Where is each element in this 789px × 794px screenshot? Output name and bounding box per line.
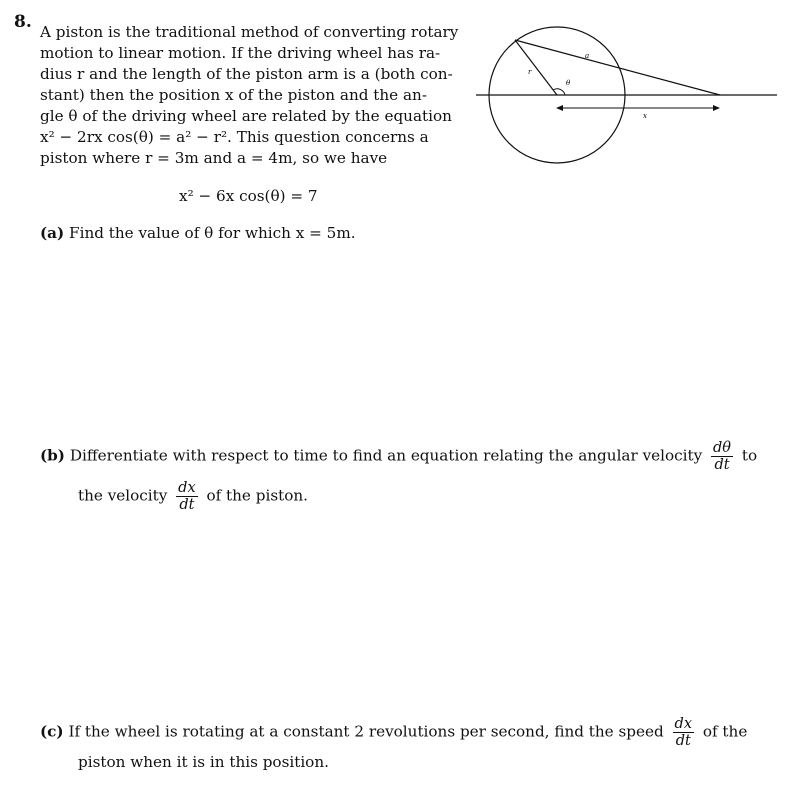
part-c-text: If the wheel is rotating at a constant 2 revolutions per second, find the speed xyxy=(68,722,664,741)
intro-line: A piston is the traditional method of converting rotary xyxy=(40,23,459,41)
part-a xyxy=(40,224,356,242)
radius-line xyxy=(515,40,557,95)
part-b-text: to xyxy=(741,446,758,465)
main-equation: x² − 6x cos(θ) = 7 xyxy=(179,187,318,205)
part-c-label: (c) xyxy=(40,722,64,741)
part-b-text: Differentiate with respect to time to find an equation relating the angular velocity xyxy=(69,446,703,465)
fraction-numerator: dx xyxy=(178,480,196,496)
label-theta: θ xyxy=(566,79,571,87)
angular-velocity-fraction xyxy=(711,440,733,473)
part-c-text: of the xyxy=(702,722,748,741)
part-a-text: Find the value of θ for which x = 5m. xyxy=(69,224,356,242)
intro-line: x² − 2rx cos(θ) = a² − r². This question concerns a xyxy=(40,128,429,146)
intro-line: motion to linear motion. If the driving wheel has ra- xyxy=(40,44,441,62)
intro-line: piston where r = 3m and a = 4m, so we have xyxy=(40,149,388,167)
part-c-text: piston when it is in this position. xyxy=(78,753,329,771)
intro-line: stant) then the position x of the piston and the an- xyxy=(40,86,427,104)
label-a: a xyxy=(585,52,590,60)
speed-fraction xyxy=(673,716,694,749)
arrow-head-left xyxy=(556,105,563,111)
part-b-label: (b) xyxy=(40,446,65,465)
fraction-numerator: dθ xyxy=(713,440,732,456)
velocity-fraction xyxy=(176,480,197,513)
part-b-line-1 xyxy=(40,440,757,473)
intro-line: gle θ of the driving wheel are related by the equation xyxy=(40,107,452,125)
label-x: x xyxy=(643,112,647,120)
part-a-label: (a) xyxy=(40,224,65,242)
intro-line: dius r and the length of the piston arm is a (both con- xyxy=(40,65,453,83)
part-c-line-2 xyxy=(78,753,329,771)
part-b-text: the velocity xyxy=(78,486,168,505)
question-intro xyxy=(40,22,458,169)
label-r: r xyxy=(528,68,532,76)
fraction-numerator: dx xyxy=(674,716,693,732)
arrow-head-right xyxy=(713,105,720,111)
piston-arm-line xyxy=(515,40,720,95)
part-b-line-2 xyxy=(78,480,308,513)
fraction-denominator: dt xyxy=(675,733,691,749)
fraction-denominator: dt xyxy=(179,497,195,513)
question-number: 8. xyxy=(14,12,32,32)
piston-diagram xyxy=(470,20,780,170)
part-c-line-1 xyxy=(40,716,747,749)
part-b-text: of the piston. xyxy=(206,486,308,505)
fraction-denominator: dt xyxy=(714,457,730,473)
